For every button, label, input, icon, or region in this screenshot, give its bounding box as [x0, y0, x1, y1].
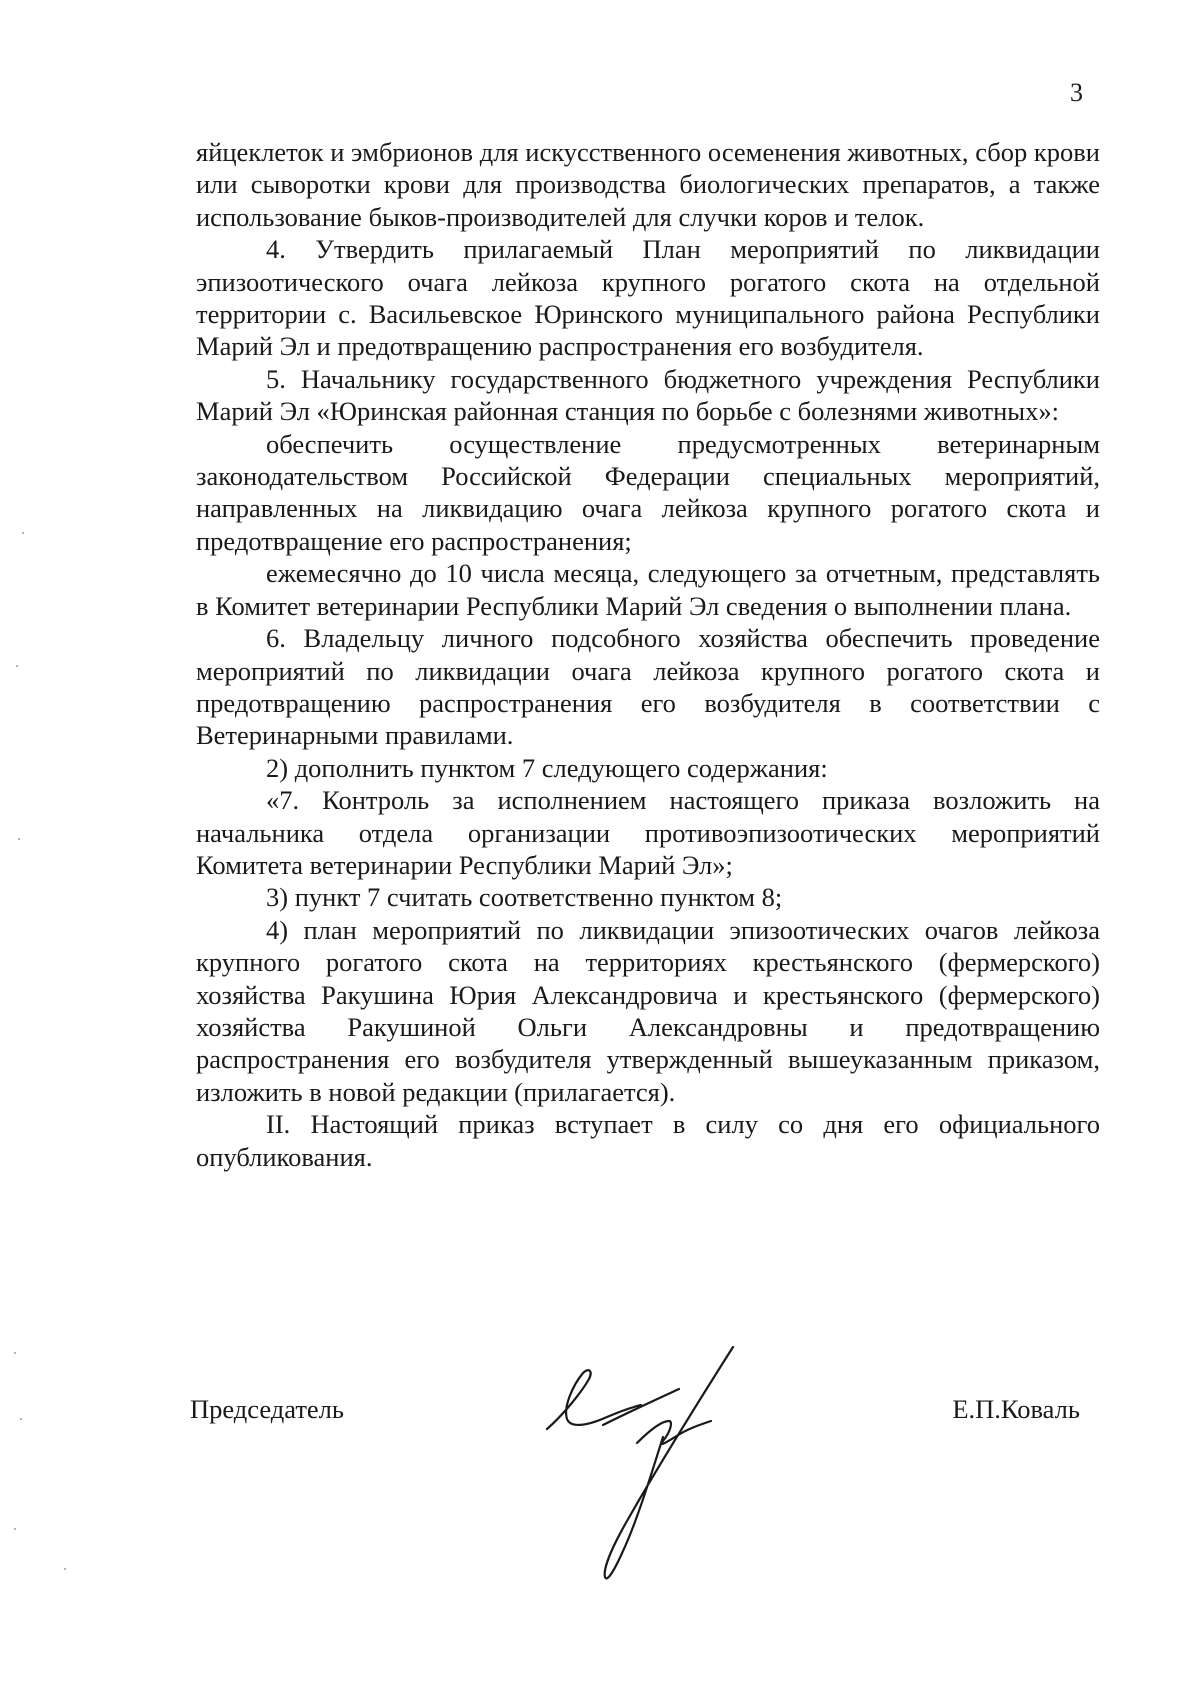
handwritten-signature: [545, 1345, 765, 1585]
signatory-role: Председатель: [190, 1394, 344, 1424]
scan-speck: [64, 1568, 66, 1570]
scan-speck: [18, 838, 20, 840]
paragraph-1: яйцеклеток и эмбрионов для искусственного осеменения животных, сбор крови или сыворотки крови для производства биологических препаратов, а также использование быков-производителей для случки коров и телок.: [196, 137, 1100, 232]
paragraph-item-7-quote: «7. Контроль за исполнением настоящего приказа возложить на начальника отдела организации противоэпизоотических мероприятий Комитета ветеринарии Республики Марий Эл»;: [196, 785, 1100, 880]
scan-speck: [16, 665, 18, 667]
paragraph-item-5-duty-2: ежемесячно до 10 числа месяца, следующего за отчетным, представлять в Комитет ветеринарии Республики Марий Эл сведения о выполнении плана.: [196, 558, 1100, 621]
scan-speck: [20, 1418, 22, 1420]
paragraph-item-5-duty-1: обеспечить осуществление предусмотренных ветеринарным законодательством Российской Федерации специальных мероприятий, направленных на ликвидацию очага лейкоза крупного рогатого скота и предотвращение его распространения;: [196, 428, 1100, 556]
paragraph-amendment-4: 4) план мероприятий по ликвидации эпизоотических очагов лейкоза крупного рогатого скота на территориях крестьянского (фермерского) хозяйства Ракушина Юрия Александровича и крестьянского (фермерского) хозяйства Ракушиной Ольги Александровны и предотвращению распространения его возбудителя утвержденный вышеуказанным приказом, изложить в новой редакции (прилагается).: [196, 914, 1100, 1107]
paragraph-amendment-3: 3) пункт 7 считать соответственно пунктом 8;: [266, 882, 783, 913]
paragraph-section-ii: II. Настоящий приказ вступает в силу со дня его официального опубликования.: [196, 1109, 1100, 1172]
scan-speck: [14, 1352, 16, 1354]
document-body: [196, 136, 1100, 1173]
paragraph-item-5: 5. Начальнику государственного бюджетного учреждения Республики Марий Эл «Юринская районная станция по борьбе с болезнями животных»:: [196, 363, 1100, 427]
scan-speck: [22, 532, 24, 534]
page-number: 3: [1070, 78, 1083, 107]
paragraph-item-4: 4. Утвердить прилагаемый План мероприятий по ликвидации эпизоотического очага лейкоза крупного рогатого скота на отдельной территории с. Васильевское Юринского муниципального района Республики Марий Эл и предотвращению распространения его возбудителя.: [196, 234, 1100, 362]
paragraph-item-6: 6. Владельцу личного подсобного хозяйства обеспечить проведение мероприятий по ликвидации очага лейкоза крупного рогатого скота и предотвращению распространения его возбудителя в соответствии с Ветеринарными правилами.: [196, 623, 1100, 751]
scan-speck: [14, 1528, 16, 1530]
paragraph-amendment-2: 2) дополнить пунктом 7 следующего содержания:: [266, 752, 828, 783]
signatory-name: Е.П.Коваль: [952, 1394, 1080, 1424]
